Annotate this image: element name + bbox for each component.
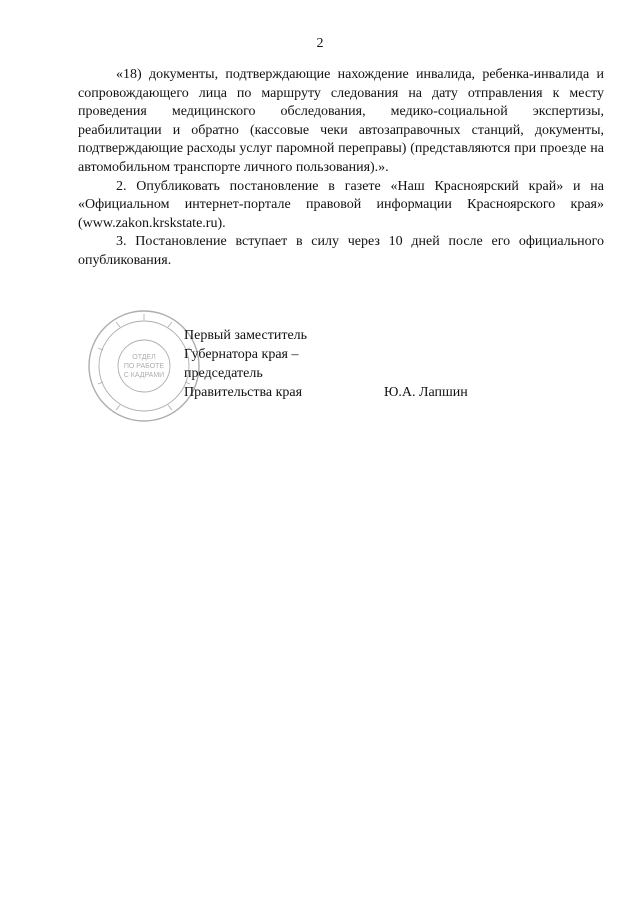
paragraph-effective-date: 3. Постановление вступает в силу через 10 дней после его официального опубликования. <box>78 234 604 268</box>
signature-title-line-1: Первый заместитель <box>184 328 308 343</box>
signature-title-line-3: председатель <box>184 366 263 381</box>
seal-center-line-1: ОТДЕЛ <box>132 354 156 361</box>
signature-title-line-2: Губернатора края – <box>184 347 299 362</box>
seal-center-line-2: ПО РАБОТЕ <box>123 363 165 370</box>
signatory-name: Ю.А. Лапшин <box>384 385 468 400</box>
paragraph-publication: 2. Опубликовать постановление в газете «Наш Красноярский край» и на «Официальном интернет-портале правовой информации Красноярского края» (www.zakon.krskstate.ru). <box>78 178 604 231</box>
seal-center-line-3: С КАДРАМИ <box>123 372 165 379</box>
signature-title-line-4: Правительства края <box>184 385 303 400</box>
paragraph-item-18: «18) документы, подтверждающие нахождение инвалида, ребенка-инвалида и сопровождающего лица по маршруту следования на дату отправления к месту проведения медицинского обследования, медико-социальной экспертизы, реабилитации и обратно (кассовые чеки автозаправочных станций, документы, подтверждающие расходы услуг паромной переправы) (представляются при проезде на автомобильном транспорте личного пользования).». <box>78 67 604 175</box>
document-body <box>78 66 604 271</box>
page-number: 2 <box>316 36 324 51</box>
signature-block <box>184 326 604 402</box>
